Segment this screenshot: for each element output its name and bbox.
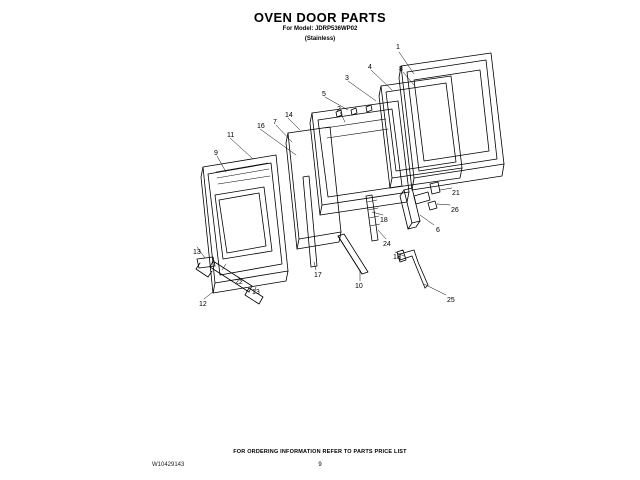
callout-number: 8 [399,66,403,73]
part-latch-arm [397,250,428,288]
model-line: For Model: JDRP536WP02 [282,26,358,32]
callout-number: 10 [355,283,363,290]
callout-number: 7 [273,119,277,126]
callout-number: 2 [337,106,341,113]
callout-number: 12 [199,301,207,308]
callout-number: 18 [393,254,401,261]
callout-number: 9 [214,150,218,157]
callout-number: 1 [396,44,400,51]
footer-note: FOR ORDERING INFORMATION REFER TO PARTS PRICE LIST [233,449,407,455]
callout-number: 24 [383,241,391,248]
callout-number: 26 [451,207,459,214]
page-title: OVEN DOOR PARTS [253,10,387,25]
callout-number: 3 [345,75,349,82]
callout-number: 11 [227,132,235,139]
callout-number: 16 [257,123,265,130]
callout-number: 5 [322,91,326,98]
callout-number: 22 [235,279,243,286]
part-outer-door-skin [201,155,288,293]
finish-line: (Stainless) [304,36,336,42]
callout-number: 14 [285,112,293,119]
part-door-spring-linkage [366,195,380,241]
callout-number: 21 [452,190,460,197]
part-side-trim-strip [303,176,317,267]
callout-number: 17 [314,272,322,279]
page-number: 9 [318,462,322,468]
part-door-rod [338,234,368,274]
callout-number: 13 [252,289,260,296]
document-id: W10429143 [152,462,185,468]
callout-number: 13 [193,249,201,256]
callout-number: 25 [447,297,455,304]
callout-number: 18 [380,217,388,224]
callout-number: 4 [368,64,372,71]
callout-number: 6 [436,227,440,234]
